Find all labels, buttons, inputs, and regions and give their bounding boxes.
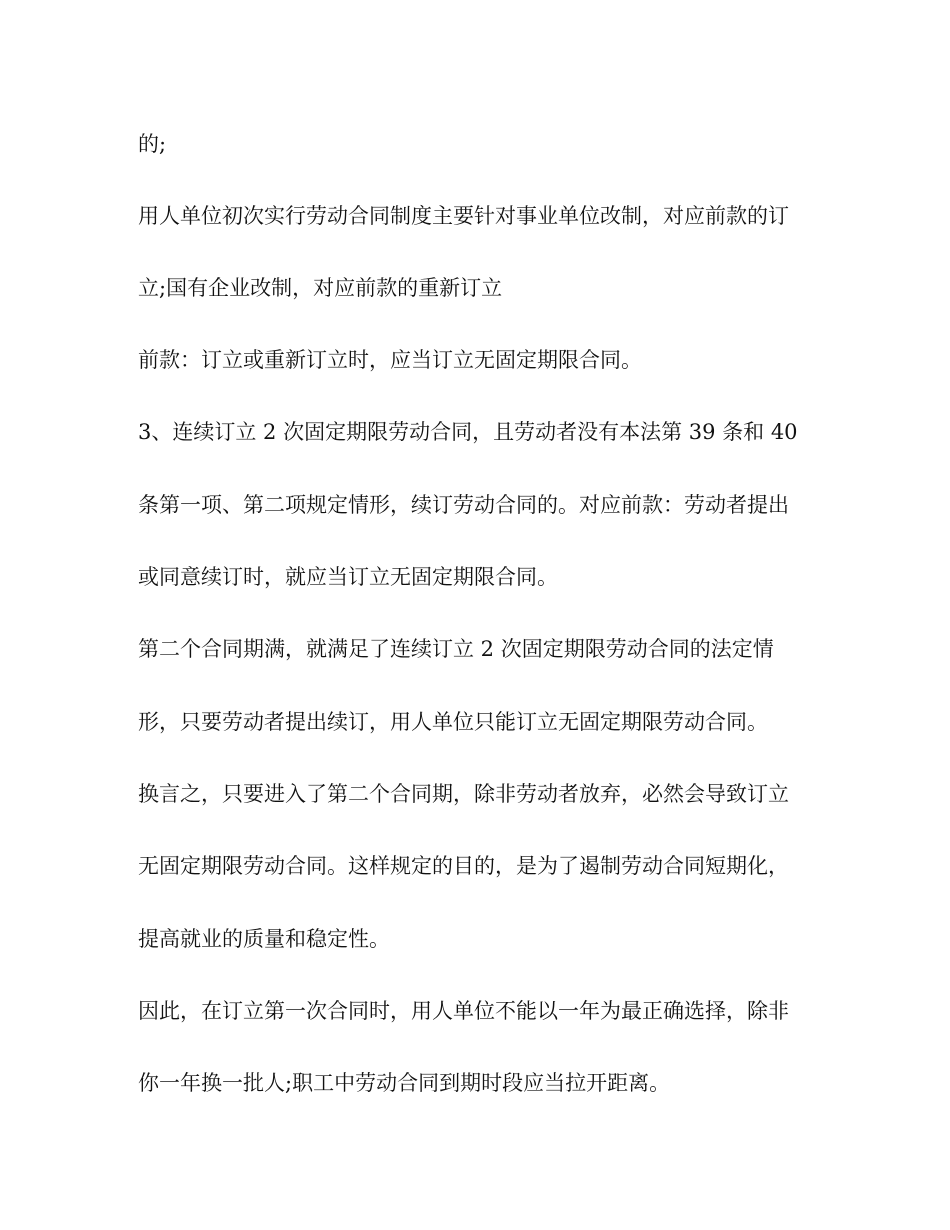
text-line: 条第一项、第二项规定情形，续订劳动合同的。对应前款：劳动者提出 xyxy=(138,493,789,517)
text-line: 或同意续订时，就应当订立无固定期限合同。 xyxy=(138,565,558,589)
text-line: 前款：订立或重新订立时，应当订立无固定期限合同。 xyxy=(138,348,642,372)
text-line: 因此，在订立第一次合同时，用人单位不能以一年为最正确选择，除非 xyxy=(138,999,789,1023)
text-line: 换言之，只要进入了第二个合同期，除非劳动者放弃，必然会导致订立 xyxy=(138,782,789,806)
text-line: 第二个合同期满，就满足了连续订立 2 次固定期限劳动合同的法定情 xyxy=(138,637,774,661)
text-line: 提高就业的质量和稳定性。 xyxy=(138,927,390,951)
text-line: 的; xyxy=(138,132,167,156)
text-line: 你一年换一批人;职工中劳动合同到期时段应当拉开距离。 xyxy=(138,1071,671,1095)
text-line: 立;国有企业改制，对应前款的重新订立 xyxy=(138,276,503,300)
text-line: 用人单位初次实行劳动合同制度主要针对事业单位改制，对应前款的订 xyxy=(138,204,789,228)
text-line: 无固定期限劳动合同。这样规定的目的，是为了遏制劳动合同短期化， xyxy=(138,854,789,878)
text-line: 3、连续订立 2 次固定期限劳动合同，且劳动者没有本法第 39 条和 40 xyxy=(138,420,798,444)
text-line: 形，只要劳动者提出续订，用人单位只能订立无固定期限劳动合同。 xyxy=(138,710,768,734)
